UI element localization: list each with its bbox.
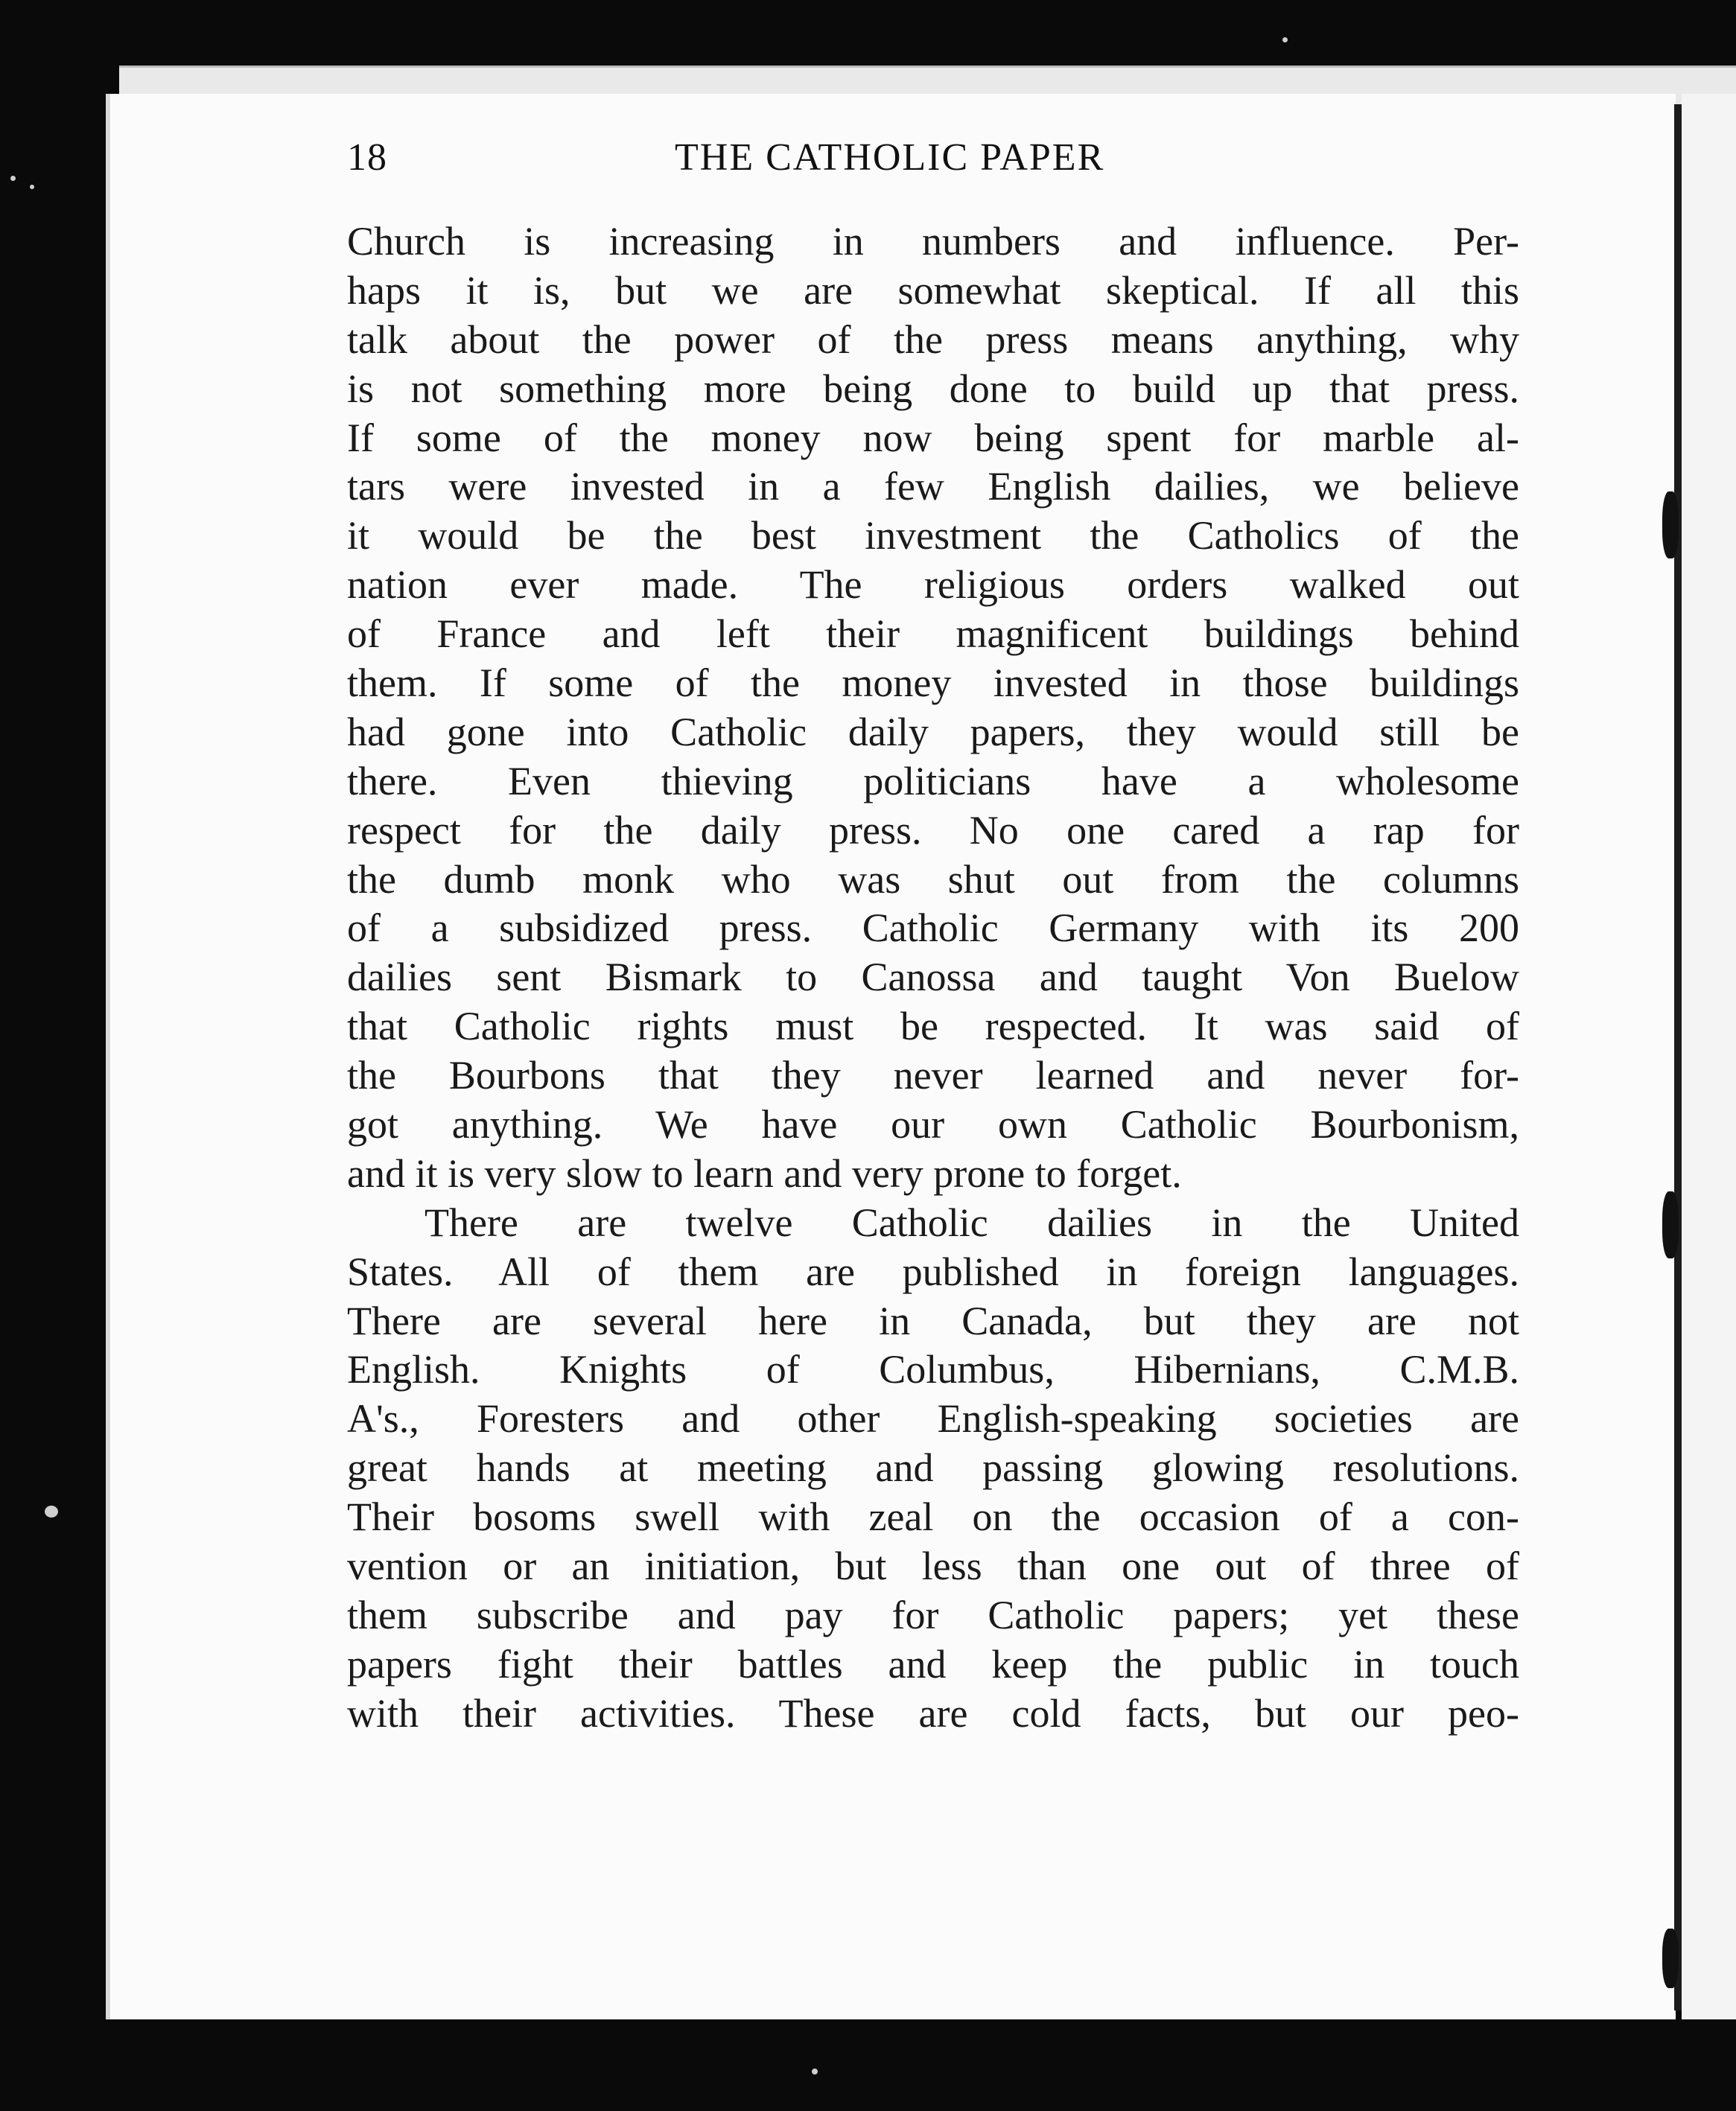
gutter-mark — [1662, 1191, 1679, 1258]
text-line: it would be the best investment the Catholics of the — [347, 513, 1519, 558]
text-line: Their bosoms swell with zeal on the occasion of a con- — [347, 1494, 1519, 1540]
text-line: there. Even thieving politicians have a wholesome — [347, 758, 1519, 803]
facing-page-edge — [1682, 94, 1736, 2019]
text-line: haps it is, but we are somewhat skeptical. If all this — [347, 267, 1519, 313]
text-line: of a subsidized press. Catholic Germany with its 200 — [347, 905, 1519, 951]
text-line: the dumb monk who was shut out from the columns — [347, 856, 1519, 902]
dust-speck — [812, 2069, 818, 2075]
text-line: nation ever made. The religious orders walked out — [347, 562, 1519, 608]
text-line: There are several here in Canada, but they are not — [347, 1298, 1519, 1343]
body-text — [347, 217, 1519, 1739]
text-line: English. Knights of Columbus, Hibernians, C.M.B. — [347, 1347, 1519, 1392]
text-line: A's., Foresters and other English-speaking societies are — [347, 1396, 1519, 1442]
text-line: talk about the power of the press means anything, why — [347, 316, 1519, 362]
dust-speck — [30, 185, 34, 189]
gutter-mark — [1662, 1929, 1679, 1988]
text-line: If some of the money now being spent for marble al- — [347, 415, 1519, 460]
dust-speck — [1282, 37, 1288, 42]
text-line: great hands at meeting and passing glowing resolutions. — [347, 1445, 1519, 1491]
text-line: them. If some of the money invested in those buildings — [347, 660, 1519, 706]
text-line: got anything. We have our own Catholic Bourbonism, — [347, 1102, 1519, 1147]
text-line: Church is increasing in numbers and influence. Per- — [347, 219, 1519, 264]
text-line: with their activities. These are cold facts, but our peo- — [347, 1690, 1519, 1736]
text-line: them subscribe and pay for Catholic papers; yet these — [347, 1592, 1519, 1637]
page-header — [347, 136, 1519, 188]
text-line: vention or an initiation, but less than one out of three of — [347, 1544, 1519, 1589]
gutter-mark — [1662, 491, 1679, 558]
text-line: of France and left their magnificent buildings behind — [347, 611, 1519, 657]
text-line: papers fight their battles and keep the public in touch — [347, 1641, 1519, 1687]
text-line: tars were invested in a few English dailies, we believe — [347, 464, 1519, 509]
page-number: 18 — [347, 136, 387, 179]
binding-gutter — [1674, 104, 1682, 2010]
text-line: that Catholic rights must be respected. It was said of — [347, 1004, 1519, 1049]
running-head: THE CATHOLIC PAPER — [675, 136, 1105, 179]
dust-speck — [10, 176, 16, 181]
text-line: There are twelve Catholic dailies in the United — [425, 1200, 1519, 1245]
text-line: had gone into Catholic daily papers, they would still be — [347, 709, 1519, 754]
text-line: and it is very slow to learn and very prone to forget. — [347, 1150, 1182, 1196]
text-line: dailies sent Bismark to Canossa and taught Von Buelow — [347, 955, 1519, 1000]
text-line: is not something more being done to build up that press. — [347, 366, 1519, 411]
dust-speck — [45, 1506, 58, 1518]
text-line: respect for the daily press. No one cared a rap for — [347, 807, 1519, 853]
text-line: States. All of them are published in foreign languages. — [347, 1249, 1519, 1294]
text-line: the Bourbons that they never learned and never for- — [347, 1053, 1519, 1098]
